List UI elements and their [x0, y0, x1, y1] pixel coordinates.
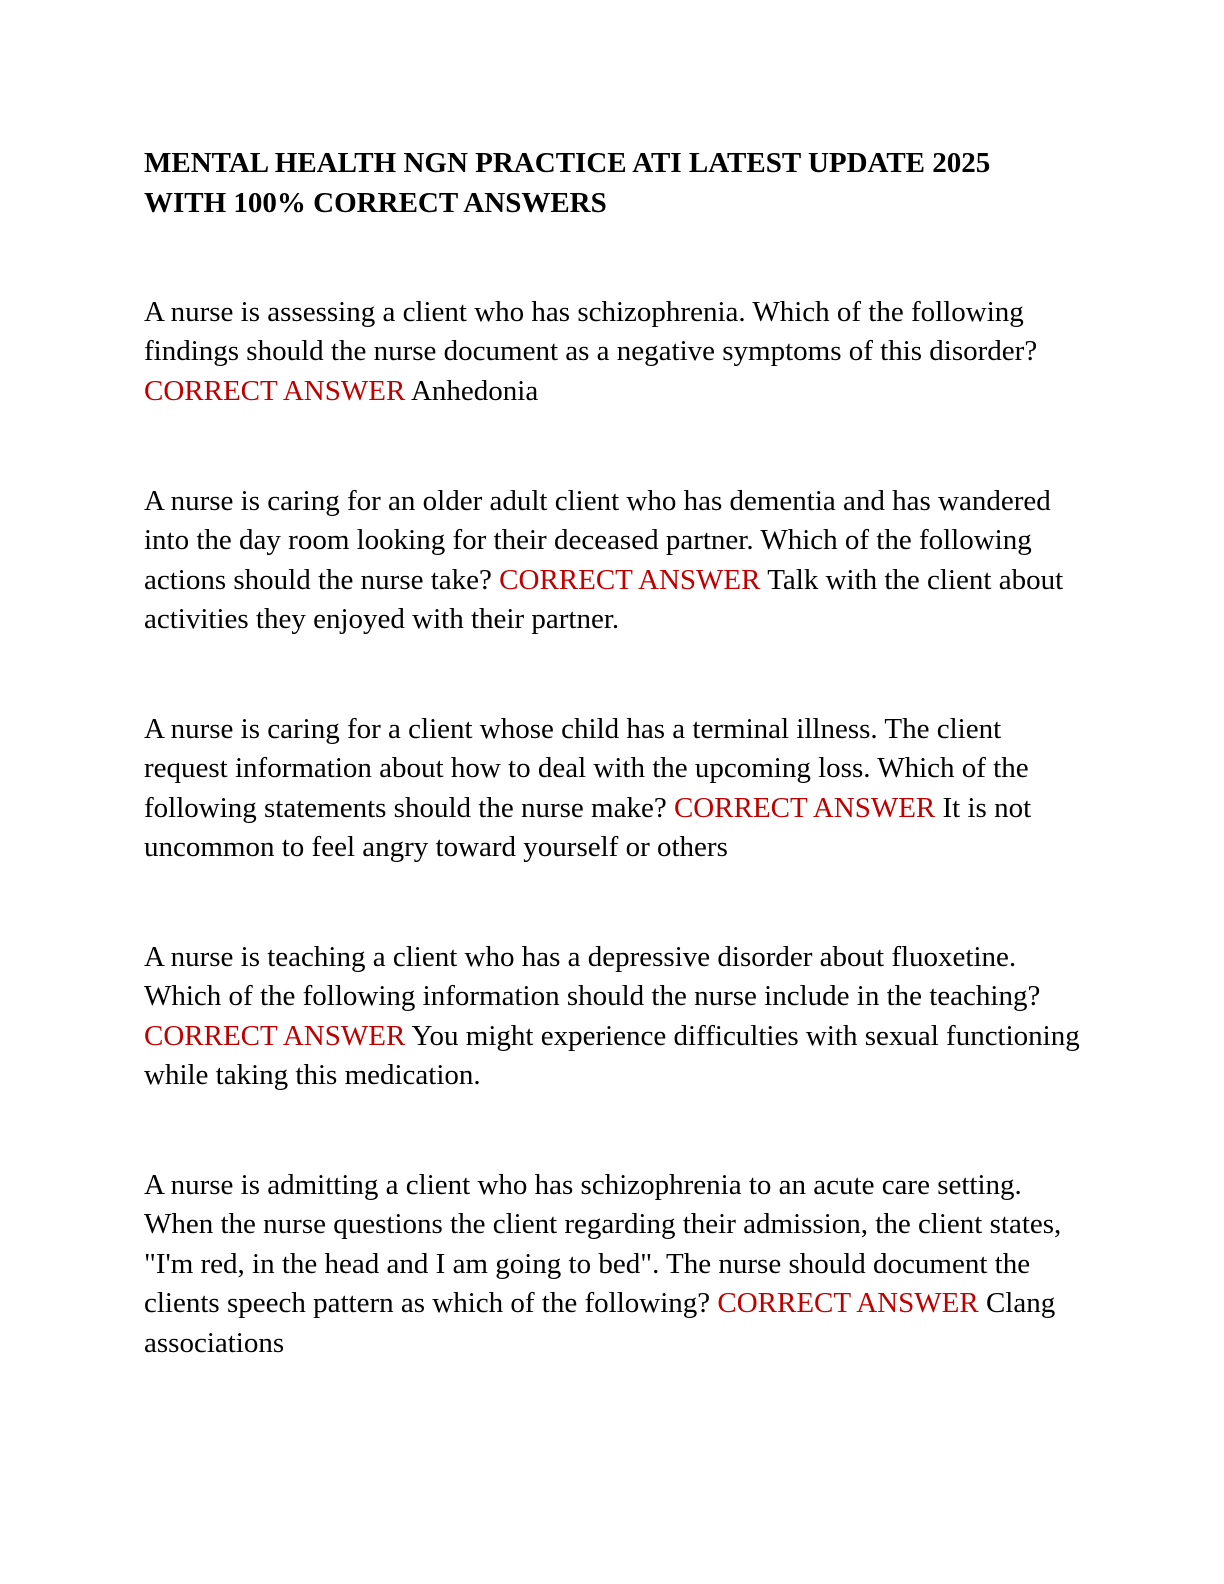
qa-item: [144, 938, 1080, 1096]
correct-answer-label: CORRECT ANSWER: [673, 791, 936, 824]
question-text: A nurse is admitting a client who has schizophrenia to an acute care setting. When the nurse questions the client regarding their admission, the client states, "I'm red, in the head and I am going to bed". The nurse should document the clients speech pattern as which of the following?: [144, 1169, 1062, 1320]
qa-item: [144, 293, 1080, 411]
answer-text: It is not uncommon to feel angry toward yourself or others: [144, 791, 1032, 864]
correct-answer-label: CORRECT ANSWER: [717, 1287, 979, 1320]
correct-answer-label: CORRECT ANSWER: [499, 563, 761, 596]
answer-text: Clang associations: [144, 1287, 1056, 1359]
title-line-1: MENTAL HEALTH NGN PRACTICE ATI LATEST UPDATE 2025: [144, 147, 991, 179]
answer-text: Anhedonia: [410, 374, 539, 407]
correct-answer-label: CORRECT ANSWER: [144, 374, 406, 407]
answer-text: You might experience difficulties with sexual functioning while taking this medication.: [144, 1019, 1080, 1092]
answer-text: Talk with the client about activities they enjoyed with their partner.: [144, 563, 1064, 636]
question-text: A nurse is caring for an older adult client who has dementia and has wandered into the day room looking for their deceased partner. Which of the following actions should the nurse take?: [144, 485, 1051, 596]
question-text: A nurse is caring for a client whose child has a terminal illness. The client request information about how to deal with the upcoming loss. Which of the following statements should the nurse make?: [144, 713, 1029, 824]
correct-answer-label: CORRECT ANSWER: [144, 1019, 406, 1052]
question-text: A nurse is teaching a client who has a depressive disorder about fluoxetine. Which of the following information should the nurse include in the teaching?: [144, 941, 1041, 1013]
title-line-2: WITH 100% CORRECT ANSWERS: [144, 186, 607, 219]
qa-item: [144, 482, 1080, 640]
question-text: A nurse is assessing a client who has schizophrenia. Which of the following findings should the nurse document as a negative symptoms of this disorder?: [144, 296, 1038, 368]
document-title: [144, 144, 1084, 223]
qa-item: [144, 710, 1080, 868]
qa-item: [144, 1166, 1080, 1363]
